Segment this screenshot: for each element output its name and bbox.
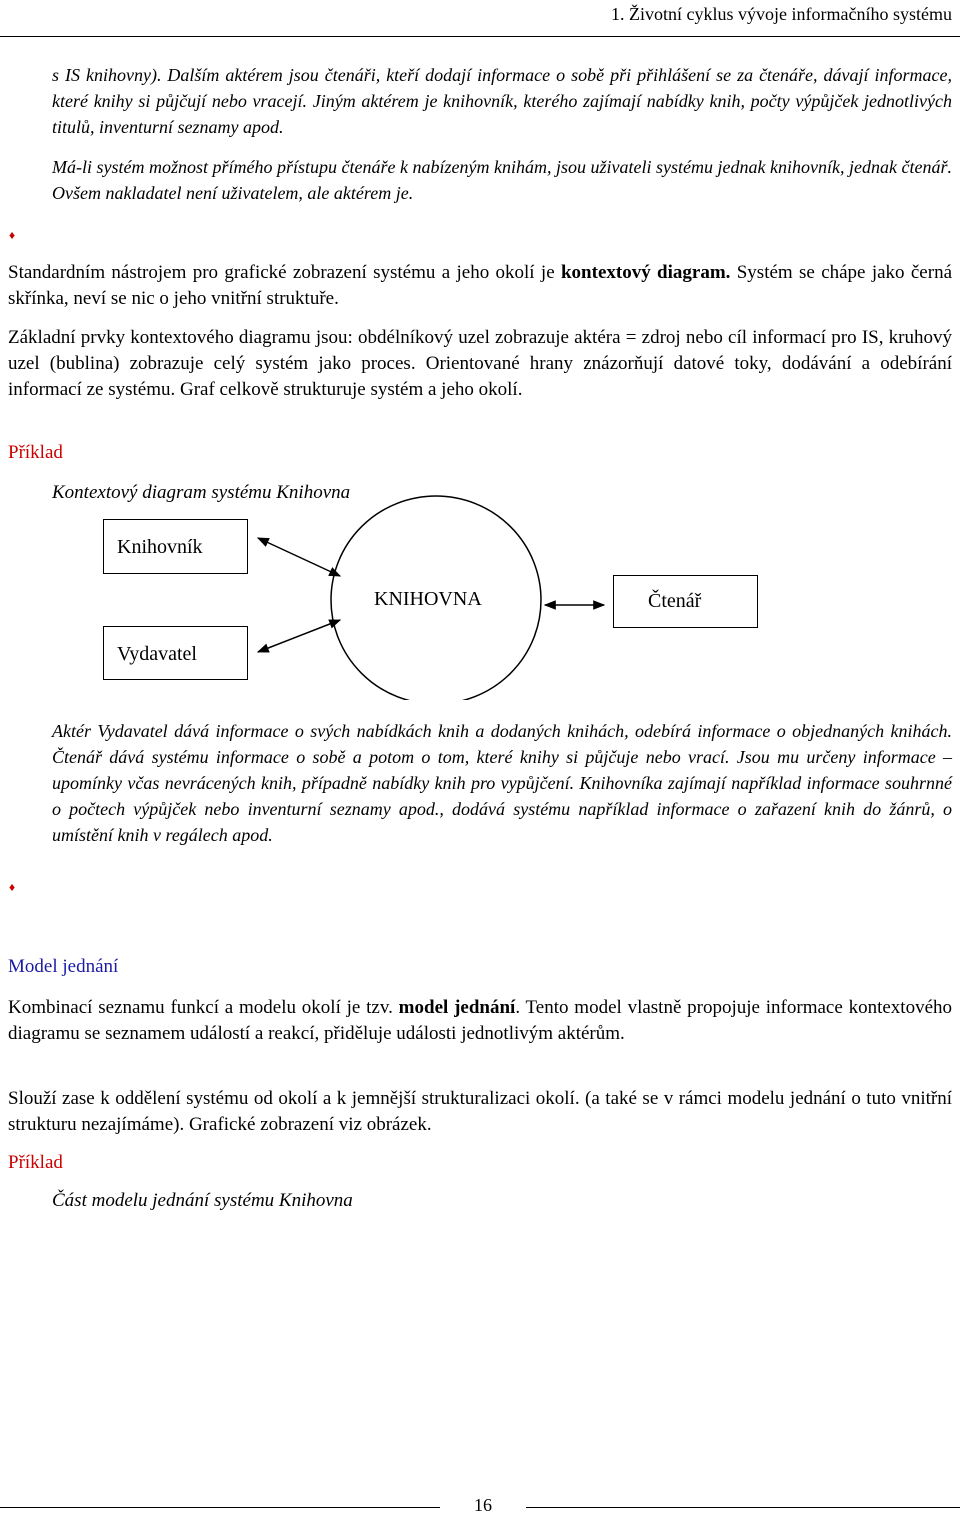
actor-publisher-label: Vydavatel [117,643,197,665]
actor-reader-label: Čtenář [648,590,702,612]
footer-rule-left [0,1507,440,1508]
paragraph-context-diagram: Standardním nástrojem pro grafické zobrazení systému a jeho okolí je kontextový diagram. Systém se chápe jako černá skřínka, neví se nic o jeho vnitřní struktuře. [8,262,953,309]
example-label: Příklad [8,1152,63,1173]
actor-librarian-label: Knihovník [117,536,203,558]
example-label: Příklad [8,442,63,463]
section-title: Model jednání [8,956,119,977]
figure-caption: Část modelu jednání systému Knihovna [52,1190,353,1211]
system-label: KNIHOVNA [374,588,482,610]
actor-librarian-box [103,519,248,574]
paragraph-diagram-explanation: Aktér Vydavatel dává informace o svých nabídkách knih a dodaných knihách, odebírá informace o objednaných knihách. Čtenář dává systému informace o sobě a potom o tom, které knihy si půjčuje nebo vrací. Jsou mu určeny informace – upomínky včas nevrácených knih, případně nabídky knih pro vypůjčení. Knihovníka zajímají například informace souhrnné o počtech výpůjček nebo inventurní seznamy apod., dodává systému například informace o zařazení knih do žánrů, o umístění knih v regálech apod. [52,721,952,845]
paragraph-action-model: Kombinací seznamu funkcí a modelu okolí je tzv. model jednání. Tento model vlastně propojuje informace kontextového diagramu se seznamem událostí a reakcí, přiděluje události jednotlivým aktérům. [8,997,952,1044]
paragraph-actors: s IS knihovny). Dalším aktérem jsou čtenáři, kteří dodají informace o sobě při přihlášení se za čtenáře, dávají informace, které knihy si půjčují nebo vracejí. Jiným aktérem je knihovník, kterého zajímají nabídky knih, počty výpůjček jednotlivých titulů, inventurní seznamy apod. [52,65,952,137]
diamond-bullet-icon: ♦ [9,880,16,894]
footer-rule-right [526,1507,960,1508]
arrow-publisher [258,620,340,652]
paragraph-diagram-elements: Základní prvky kontextového diagramu jsou: obdélníkový uzel zobrazuje aktéra = zdroj nebo cíl informací pro IS, kruhový uzel (bublina) zobrazuje celý systém jako proces. Orientované hrany znázorňují datové toky, dodávání a odebírání informací ze systému. Graf celkově strukturuje systém a jeho okolí. [8,327,952,400]
arrow-librarian [258,538,340,576]
paragraph-action-model-purpose: Slouží zase k oddělení systému od okolí a k jemnější strukturalizaci okolí. (a také se v rámci modelu jednání o tuto vnitřní strukturu nezajímáme). Grafické zobrazení viz obrázek. [8,1088,952,1135]
figure-caption: Kontextový diagram systému Knihovna [52,482,351,503]
actor-publisher-box [103,626,248,680]
paragraph-users: Má-li systém možnost přímého přístupu čtenáře k nabízeným knihám, jsou uživateli systému jednak knihovník, jednak čtenář. Ovšem nakladatel není uživatelem, ale aktérem je. [52,157,952,203]
actor-reader-box [613,575,758,628]
running-header: 1. Životní cyklus vývoje informačního systému [611,4,952,24]
page-number: 16 [474,1495,492,1515]
diamond-bullet-icon: ♦ [9,228,16,242]
